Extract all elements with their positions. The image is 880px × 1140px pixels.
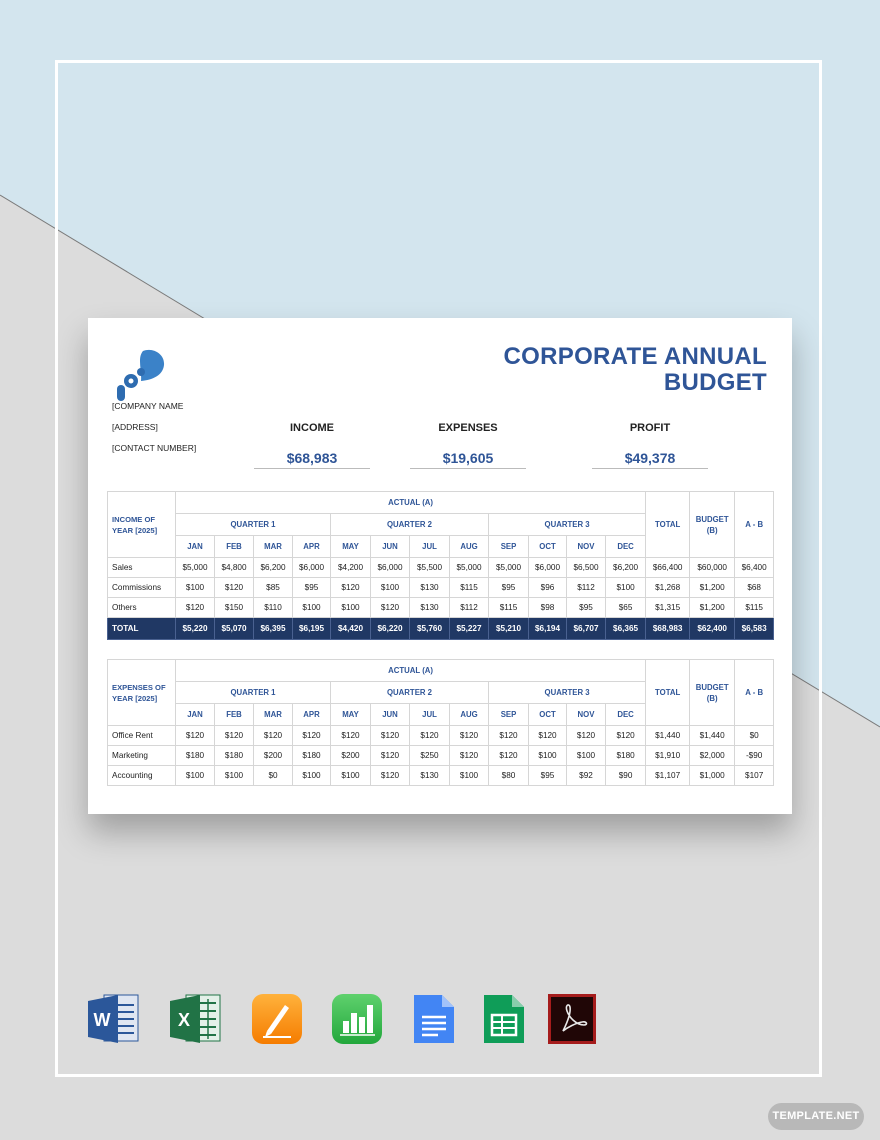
month-header: JAN [176,704,215,726]
template-net-watermark[interactable]: TEMPLATE.NET [768,1103,864,1130]
month-header: AUG [450,704,489,726]
table-cell: $6,400 [735,558,774,578]
table-cell: $180 [293,746,331,766]
document-title-line2: BUDGET [663,369,767,396]
table-cell: $112 [450,598,489,618]
month-header: OCT [529,704,567,726]
summary-income-value: $68,983 [254,450,370,469]
total-cell: $4,420 [331,618,371,640]
excel-icon[interactable] [170,993,222,1045]
table-cell: $100 [293,598,331,618]
table-cell: $120 [331,726,371,746]
table-cell: $5,000 [176,558,215,578]
summary-expenses-label: EXPENSES [438,422,498,434]
table-cell: $60,000 [690,558,735,578]
month-header: JUL [410,704,450,726]
month-header: MAY [331,704,371,726]
income-table [107,491,774,640]
summary-profit [592,422,708,469]
company-address: [ADDRESS] [112,422,158,432]
actual-header: ACTUAL (A) [176,660,646,682]
table-cell: $95 [529,766,567,786]
month-header: NOV [567,704,606,726]
month-header: DEC [606,536,646,558]
month-header: JUL [410,536,450,558]
month-header: AUG [450,536,489,558]
table-cell: $100 [176,766,215,786]
table-cell: $6,000 [293,558,331,578]
table-cell: $112 [567,578,606,598]
table-cell: $1,268 [646,578,690,598]
table-cell: $120 [529,726,567,746]
table-cell: $120 [606,726,646,746]
total-row [108,618,774,640]
summary-expenses [410,422,526,469]
document-title [447,344,767,396]
row-label: Others [108,598,176,618]
summary-income [254,422,370,469]
month-header: SEP [489,704,529,726]
month-header: JUN [371,536,410,558]
total-cell: $6,365 [606,618,646,640]
table-cell: -$90 [735,746,774,766]
budget-document [88,318,792,814]
table-cell: $120 [450,746,489,766]
summary-expenses-value: $19,605 [410,450,526,469]
table-cell: $120 [371,766,410,786]
month-header: SEP [489,536,529,558]
table-cell: $120 [371,726,410,746]
month-header: MAY [331,536,371,558]
table-cell: $6,000 [529,558,567,578]
table-cell: $5,000 [489,558,529,578]
table-cell: $0 [254,766,293,786]
table-cell: $65 [606,598,646,618]
total-cell: $62,400 [690,618,735,640]
table-cell: $1,910 [646,746,690,766]
table-cell: $100 [450,766,489,786]
month-header: FEB [215,536,254,558]
table-row [108,598,774,618]
table-cell: $250 [410,746,450,766]
month-header: MAR [254,536,293,558]
month-header: JUN [371,704,410,726]
table-cell: $120 [176,598,215,618]
table-cell: $115 [450,578,489,598]
total-cell: $6,707 [567,618,606,640]
total-cell: $6,395 [254,618,293,640]
summary-profit-label: PROFIT [629,422,671,434]
quarter-header: QUARTER 3 [489,682,646,704]
table-cell: $2,000 [690,746,735,766]
table-cell: $120 [567,726,606,746]
month-header: DEC [606,704,646,726]
total-cell: $6,220 [371,618,410,640]
total-cell: $5,227 [450,618,489,640]
table-cell: $1,200 [690,578,735,598]
table-cell: $120 [450,726,489,746]
table-cell: $6,200 [254,558,293,578]
total-cell: $5,070 [215,618,254,640]
month-header: OCT [529,536,567,558]
table-cell: $200 [254,746,293,766]
table-cell: $85 [254,578,293,598]
total-cell: $5,760 [410,618,450,640]
total-cell: $6,583 [735,618,774,640]
table-cell: $100 [567,746,606,766]
row-label: Commissions [108,578,176,598]
table-cell: $120 [215,578,254,598]
table-cell: $68 [735,578,774,598]
table-cell: $120 [331,578,371,598]
month-header: MAR [254,704,293,726]
table-cell: $120 [254,726,293,746]
table-cell: $95 [293,578,331,598]
total-cell: $6,195 [293,618,331,640]
expense-table [107,659,774,786]
total-cell: $68,983 [646,618,690,640]
table-cell: $92 [567,766,606,786]
table-row [108,746,774,766]
budget-header: BUDGET (B) [690,492,735,558]
table-cell: $4,800 [215,558,254,578]
total-row-label: TOTAL [108,618,176,640]
svg-text:W: W [93,1010,111,1030]
table-cell: $120 [176,726,215,746]
document-title-line1: CORPORATE ANNUAL [503,343,767,370]
total-cell: $5,210 [489,618,529,640]
table-cell: $95 [567,598,606,618]
quarter-header: QUARTER 3 [489,514,646,536]
row-label: Accounting [108,766,176,786]
table-cell: $0 [735,726,774,746]
table-cell: $96 [529,578,567,598]
month-header: FEB [215,704,254,726]
month-header: NOV [567,536,606,558]
google-sheets-icon[interactable] [478,993,530,1045]
row-label: Office Rent [108,726,176,746]
quarter-header: QUARTER 2 [331,682,489,704]
table-cell: $180 [176,746,215,766]
table-cell: $100 [176,578,215,598]
month-header: APR [293,536,331,558]
month-header: APR [293,704,331,726]
diff-header: A - B [735,492,774,558]
table-cell: $90 [606,766,646,786]
table-cell: $1,440 [690,726,735,746]
total-cell: $6,194 [529,618,567,640]
total-cell: $5,220 [176,618,215,640]
summary-income-label: INCOME [290,422,334,434]
table-cell: $115 [489,598,529,618]
table-cell: $200 [331,746,371,766]
pdf-icon[interactable] [546,993,598,1045]
diff-header: A - B [735,660,774,726]
table-row [108,578,774,598]
table-cell: $130 [410,598,450,618]
table-cell: $180 [606,746,646,766]
table-cell: $5,500 [410,558,450,578]
table-cell: $110 [254,598,293,618]
table-cell: $120 [371,746,410,766]
company-logo-icon [113,348,168,403]
table-cell: $120 [293,726,331,746]
row-label: Marketing [108,746,176,766]
table-cell: $5,000 [450,558,489,578]
table-row [108,558,774,578]
numbers-icon[interactable] [331,993,383,1045]
table-cell: $120 [489,746,529,766]
table-cell: $130 [410,578,450,598]
table-cell: $80 [489,766,529,786]
row-label: Sales [108,558,176,578]
google-docs-icon[interactable] [408,993,460,1045]
table-cell: $66,400 [646,558,690,578]
row-header: INCOME OF YEAR [2025] [108,492,176,558]
table-cell: $100 [606,578,646,598]
quarter-header: QUARTER 2 [331,514,489,536]
table-cell: $1,000 [690,766,735,786]
table-cell: $1,107 [646,766,690,786]
table-cell: $100 [331,598,371,618]
table-cell: $6,500 [567,558,606,578]
budget-header: BUDGET (B) [690,660,735,726]
table-cell: $115 [735,598,774,618]
table-cell: $100 [293,766,331,786]
company-name: [COMPANY NAME [112,401,184,411]
table-row [108,766,774,786]
table-cell: $130 [410,766,450,786]
table-cell: $120 [489,726,529,746]
table-cell: $4,200 [331,558,371,578]
table-cell: $1,200 [690,598,735,618]
quarter-header: QUARTER 1 [176,682,331,704]
total-header: TOTAL [646,492,690,558]
table-cell: $98 [529,598,567,618]
table-cell: $100 [529,746,567,766]
table-cell: $180 [215,746,254,766]
month-header: JAN [176,536,215,558]
table-cell: $6,200 [606,558,646,578]
table-cell: $107 [735,766,774,786]
table-cell: $1,440 [646,726,690,746]
table-cell: $6,000 [371,558,410,578]
table-cell: $95 [489,578,529,598]
table-cell: $100 [215,766,254,786]
table-cell: $120 [410,726,450,746]
table-cell: $120 [371,598,410,618]
table-row [108,726,774,746]
table-cell: $1,315 [646,598,690,618]
word-icon[interactable] [88,993,140,1045]
table-cell: $100 [371,578,410,598]
pages-icon[interactable] [251,993,303,1045]
summary-profit-value: $49,378 [592,450,708,469]
row-header: EXPENSES OF YEAR [2025] [108,660,176,726]
quarter-header: QUARTER 1 [176,514,331,536]
total-header: TOTAL [646,660,690,726]
company-contact: [CONTACT NUMBER] [112,443,197,453]
table-cell: $100 [331,766,371,786]
table-cell: $120 [215,726,254,746]
actual-header: ACTUAL (A) [176,492,646,514]
table-cell: $150 [215,598,254,618]
svg-text:X: X [177,1010,191,1030]
